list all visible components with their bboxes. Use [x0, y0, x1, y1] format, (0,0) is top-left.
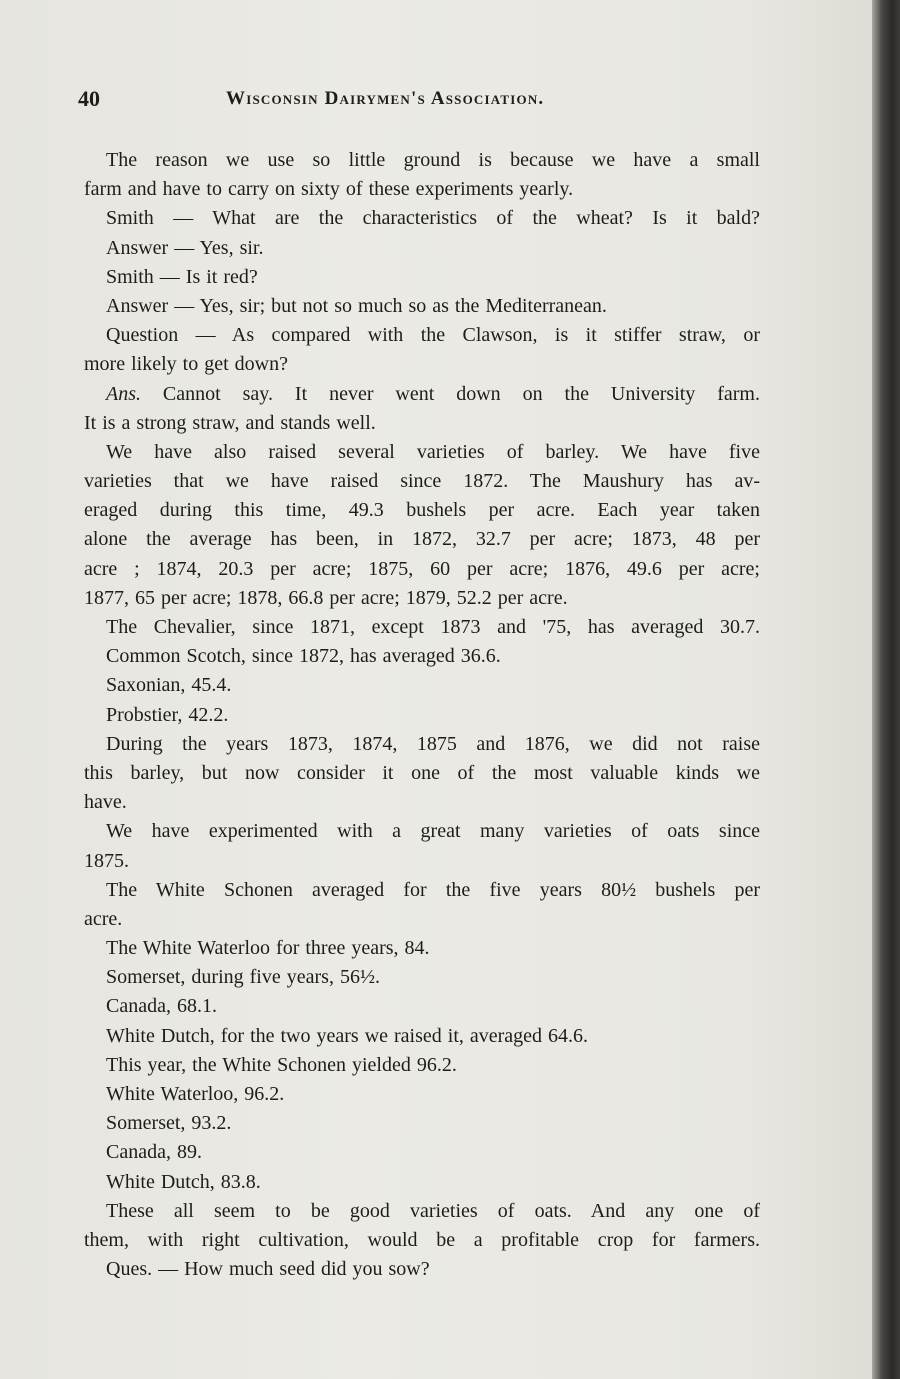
line-text: Answer — Yes, sir; but not so much so as the Mediterranean. [106, 294, 607, 317]
text-line [84, 1051, 760, 1080]
text-line [84, 992, 760, 1021]
text-line [84, 1080, 760, 1109]
line-text: eraged during this time, 49.3 bushels per acre. Each year taken [84, 499, 760, 522]
text-line [84, 1226, 760, 1255]
text-line [84, 146, 760, 175]
line-text: more likely to get down? [84, 353, 288, 376]
line-text: We have experimented with a great many varieties of oats since [106, 820, 760, 843]
text-line [84, 321, 760, 350]
line-text: The White Waterloo for three years, 84. [106, 937, 430, 960]
line-text: Canada, 89. [106, 1141, 202, 1164]
text-line [84, 438, 760, 467]
line-text: The Chevalier, since 1871, except 1873 and '75, has averaged 30.7. [106, 616, 760, 638]
text-line [84, 847, 760, 876]
text-line [84, 876, 760, 905]
running-title: Wisconsin Dairymen's Association. [226, 88, 545, 109]
page-binding-edge [872, 0, 900, 1379]
line-text: Answer — Yes, sir. [106, 236, 264, 259]
line-text: The White Schonen averaged for the five years 80½ bushels per [106, 878, 760, 901]
italic-lead: Ans. [106, 382, 141, 405]
text-line [84, 817, 760, 846]
line-text: The reason we use so little ground is because we have a small [106, 149, 760, 171]
text-line [84, 263, 760, 292]
text-line [84, 963, 760, 992]
line-text: Common Scotch, since 1872, has averaged 36.6. [106, 645, 501, 668]
line-text: acre. [84, 907, 123, 930]
text-line [84, 555, 760, 584]
text-line [84, 730, 760, 759]
line-text: them, with right cultivation, would be a profitable crop for farmers. [84, 1228, 760, 1251]
text-line [84, 701, 760, 730]
text-line [84, 350, 760, 379]
line-text: Smith — Is it red? [106, 265, 258, 288]
text-line [84, 905, 760, 934]
text-line [84, 934, 760, 963]
text-line [84, 496, 760, 525]
text-line [84, 1022, 760, 1051]
line-text: White Waterloo, 96.2. [106, 1083, 285, 1105]
line-text: White Dutch, 83.8. [106, 1170, 261, 1193]
text-line [84, 467, 760, 496]
body-text [84, 146, 760, 1284]
line-text: 1875. [84, 849, 129, 872]
text-line [84, 204, 760, 233]
line-text: Somerset, during five years, 56½. [106, 966, 380, 989]
line-text: We have also raised several varieties of barley. We have five [106, 440, 760, 463]
text-line [84, 1138, 760, 1167]
text-line [84, 175, 760, 204]
text-line [84, 671, 760, 700]
text-line [84, 1197, 760, 1226]
line-text: 1877, 65 per acre; 1878, 66.8 per acre; 1879, 52.2 per acre. [84, 586, 568, 609]
line-text: This year, the White Schonen yielded 96.2. [106, 1053, 457, 1076]
text-line [84, 234, 760, 263]
line-text: acre ; 1874, 20.3 per acre; 1875, 60 per acre; 1876, 49.6 per acre; [84, 557, 760, 580]
text-line [84, 584, 760, 613]
line-text: Somerset, 93.2. [106, 1112, 232, 1135]
text-line [84, 525, 760, 554]
text-line [84, 759, 760, 788]
line-text: varieties that we have raised since 1872. The Maushury has av- [84, 470, 760, 493]
text-line [84, 1109, 760, 1138]
text-line [84, 292, 760, 321]
line-text: Ques. — How much seed did you sow? [106, 1258, 430, 1281]
line-text: this barley, but now consider it one of the most valuable kinds we [84, 761, 760, 784]
text-line [84, 788, 760, 817]
page-number: 40 [78, 86, 100, 111]
line-text: farm and have to carry on sixty of these experiments yearly. [84, 178, 574, 201]
line-text: Question — As compared with the Clawson, is it stiffer straw, or [106, 324, 760, 347]
text-line [84, 1168, 760, 1197]
line-text: These all seem to be good varieties of oats. And any one of [106, 1199, 760, 1222]
line-text: alone the average has been, in 1872, 32.7 per acre; 1873, 48 per [84, 528, 760, 551]
text-line [84, 642, 760, 671]
line-text: have. [84, 791, 127, 814]
line-text: It is a strong straw, and stands well. [84, 411, 376, 434]
line-text: Canada, 68.1. [106, 995, 217, 1018]
text-line [84, 380, 760, 409]
line-text: Cannot say. It never went down on the University farm. [141, 382, 760, 405]
text-line [84, 613, 760, 642]
line-text: During the years 1873, 1874, 1875 and 1876, we did not raise [106, 732, 760, 755]
line-text: Saxonian, 45.4. [106, 674, 232, 697]
line-text: Probstier, 42.2. [106, 703, 229, 726]
text-line [84, 1255, 760, 1284]
running-header [78, 86, 778, 116]
line-text: Smith — What are the characteristics of the wheat? Is it bald? [106, 207, 760, 230]
text-line [84, 409, 760, 438]
line-text: White Dutch, for the two years we raised it, averaged 64.6. [106, 1024, 589, 1047]
